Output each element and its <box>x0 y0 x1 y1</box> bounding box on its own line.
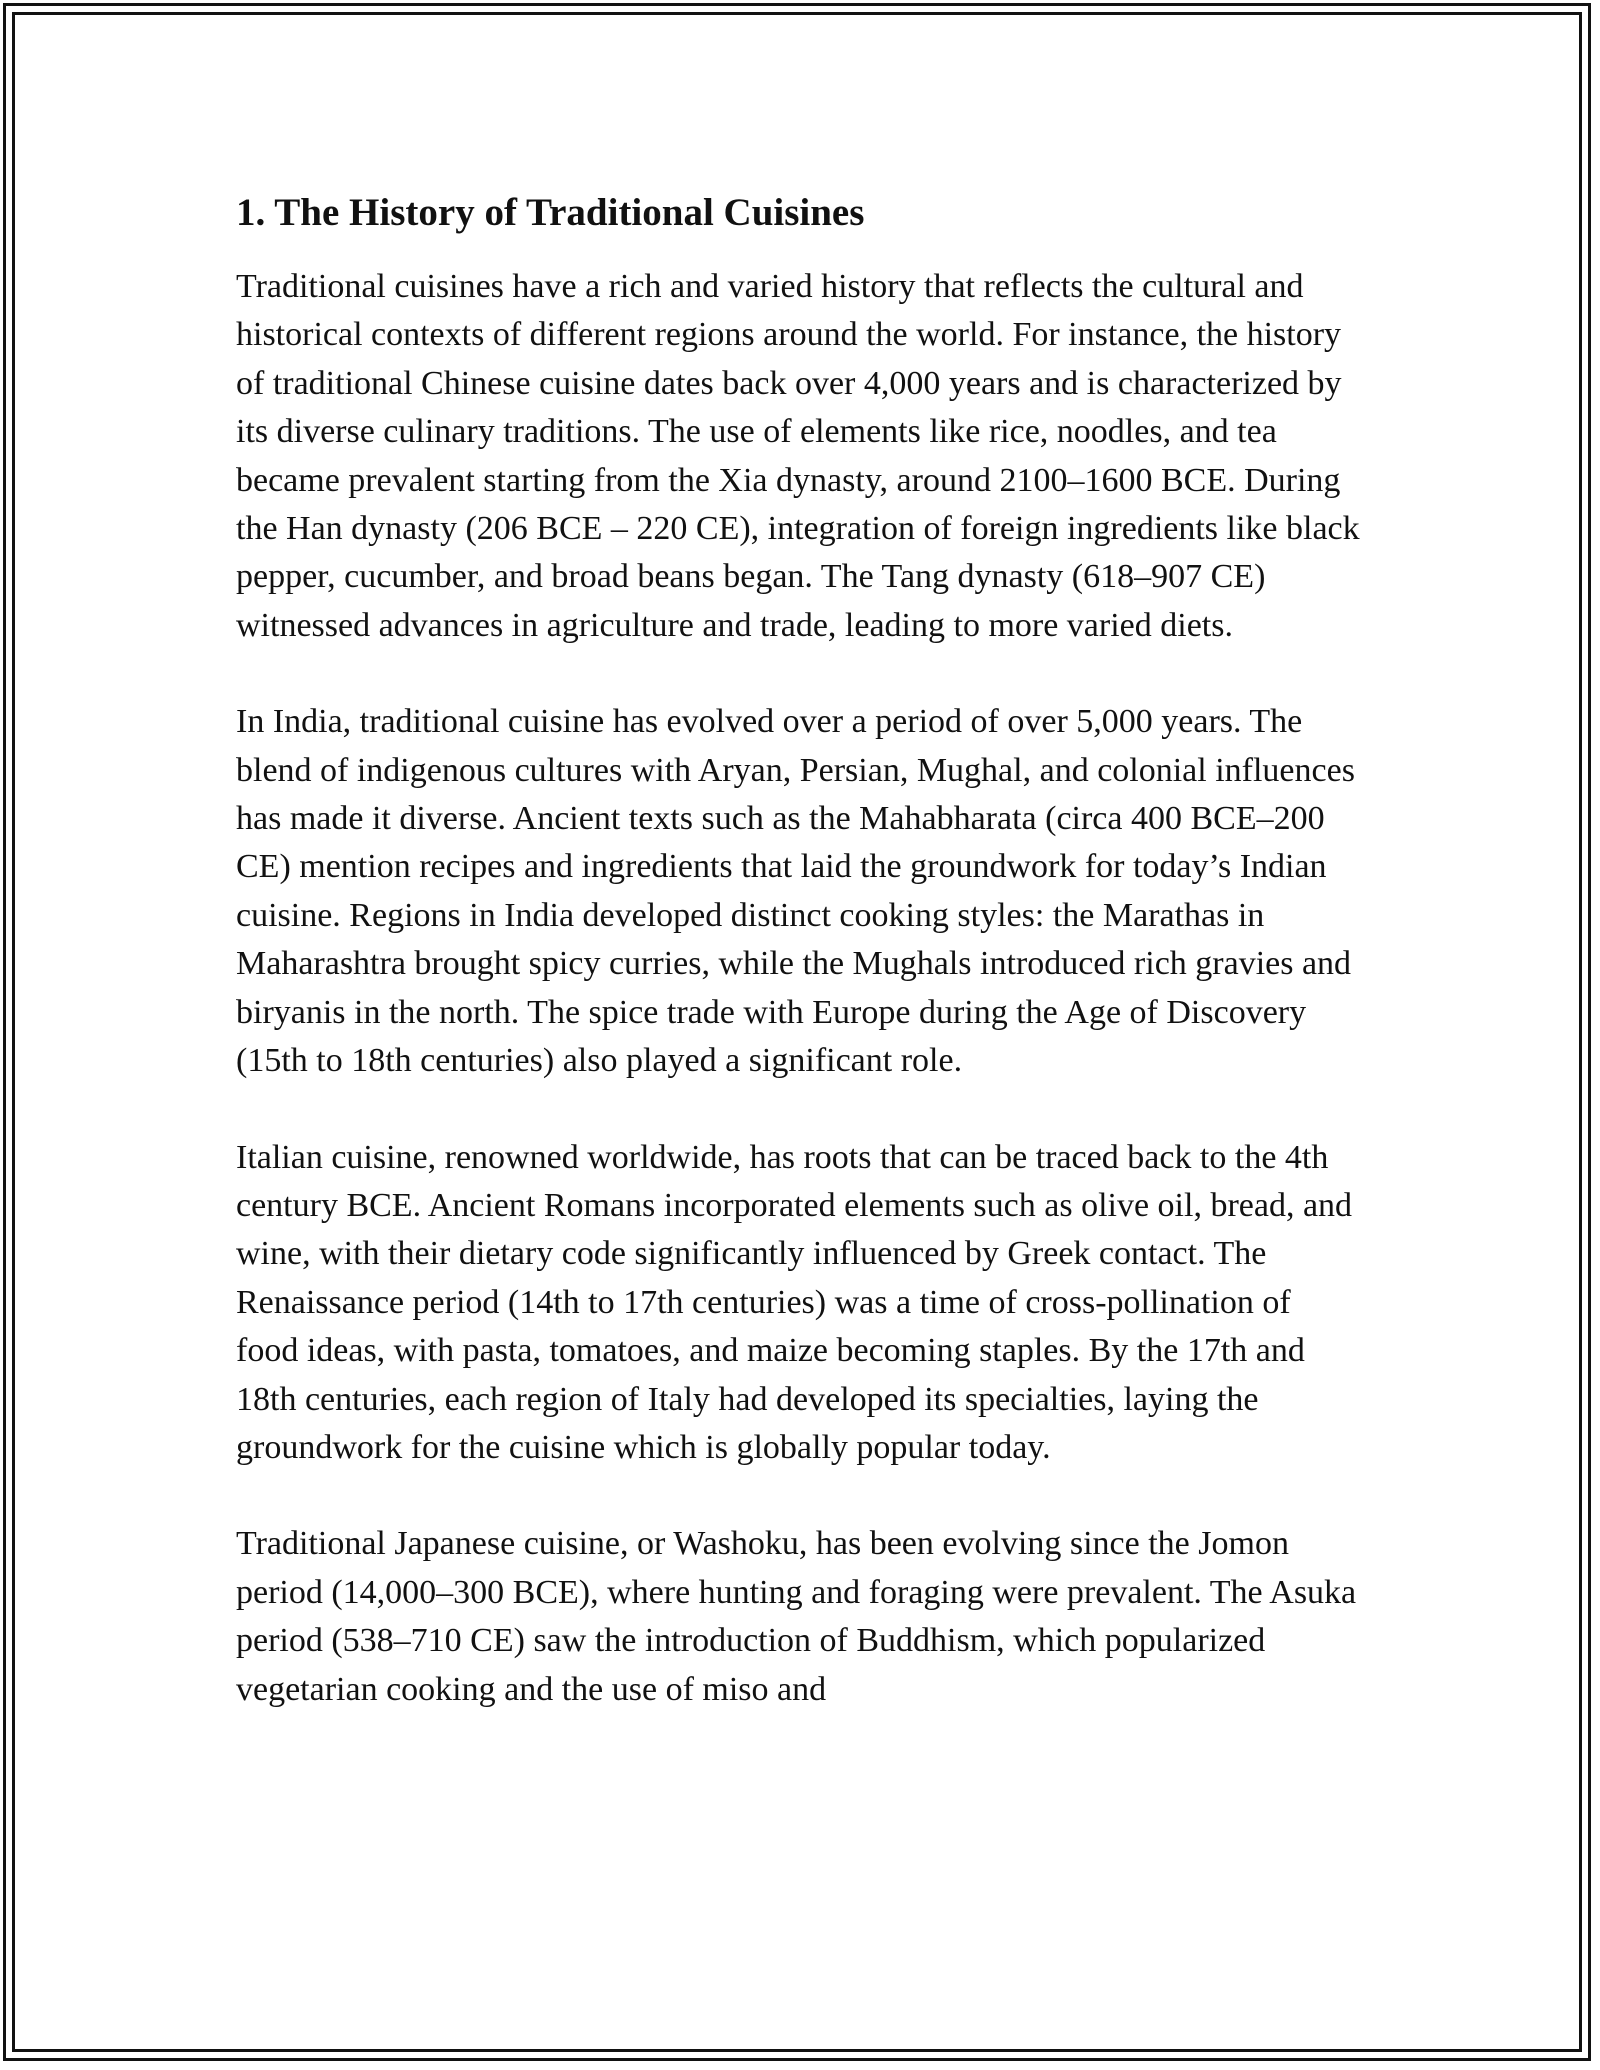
paragraph-japanese-cuisine: Traditional Japanese cuisine, or Washoku, has been evolving since the Jomon period (14,000–300 BCE), where hunting and foraging were prevalent. The Asuka period (538–710 CE) saw the introduction of Buddhism, which popularized vegetarian cooking and the use of miso and <box>236 1525 1357 1708</box>
document-body <box>236 186 1361 1762</box>
paragraph-italian-cuisine: Italian cuisine, renowned worldwide, has roots that can be traced back to the 4th century BCE. Ancient Romans incorporated elements such as olive oil, bread, and wine, with their dietary code significantly influenced by Greek contact. The Renaissance period (14th to 17th centuries) was a time of cross-pollination of food ideas, with pasta, tomatoes, and maize becoming staples. By the 17th and 18th centuries, each region of Italy had developed its specialties, laying the groundwork for the cuisine which is globally popular today. <box>236 1138 1353 1466</box>
paragraph-indian-cuisine: In India, traditional cuisine has evolved over a period of over 5,000 years. The blend of indigenous cultures with Aryan, Persian, Mughal, and colonial influences has made it diverse. Ancient texts such as the Mahabharata (circa 400 BCE–200 CE) mention recipes and ingredients that laid the groundwork for today’s Indian cuisine. Regions in India developed distinct cooking styles: the Marathas in Maharashtra brought spicy curries, while the Mughals introduced rich gravies and biryanis in the north. The spice trade with Europe during the Age of Discovery (15th to 18th centuries) also played a significant role. <box>236 703 1355 1080</box>
paragraph-chinese-cuisine: Traditional cuisines have a rich and varied history that reflects the cultural and historical contexts of different regions around the world. For instance, the history of traditional Chinese cuisine dates back over 4,000 years and is characterized by its diverse culinary traditions. The use of elements like rice, noodles, and tea became prevalent starting from the Xia dynasty, around 2100–1600 BCE. During the Han dynasty (206 BCE – 220 CE), integration of foreign ingredients like black pepper, cucumber, and broad beans began. The Tang dynasty (618–907 CE) witnessed advances in agriculture and trade, leading to more varied diets. <box>236 268 1360 644</box>
section-heading: 1. The History of Traditional Cuisines <box>236 191 865 234</box>
